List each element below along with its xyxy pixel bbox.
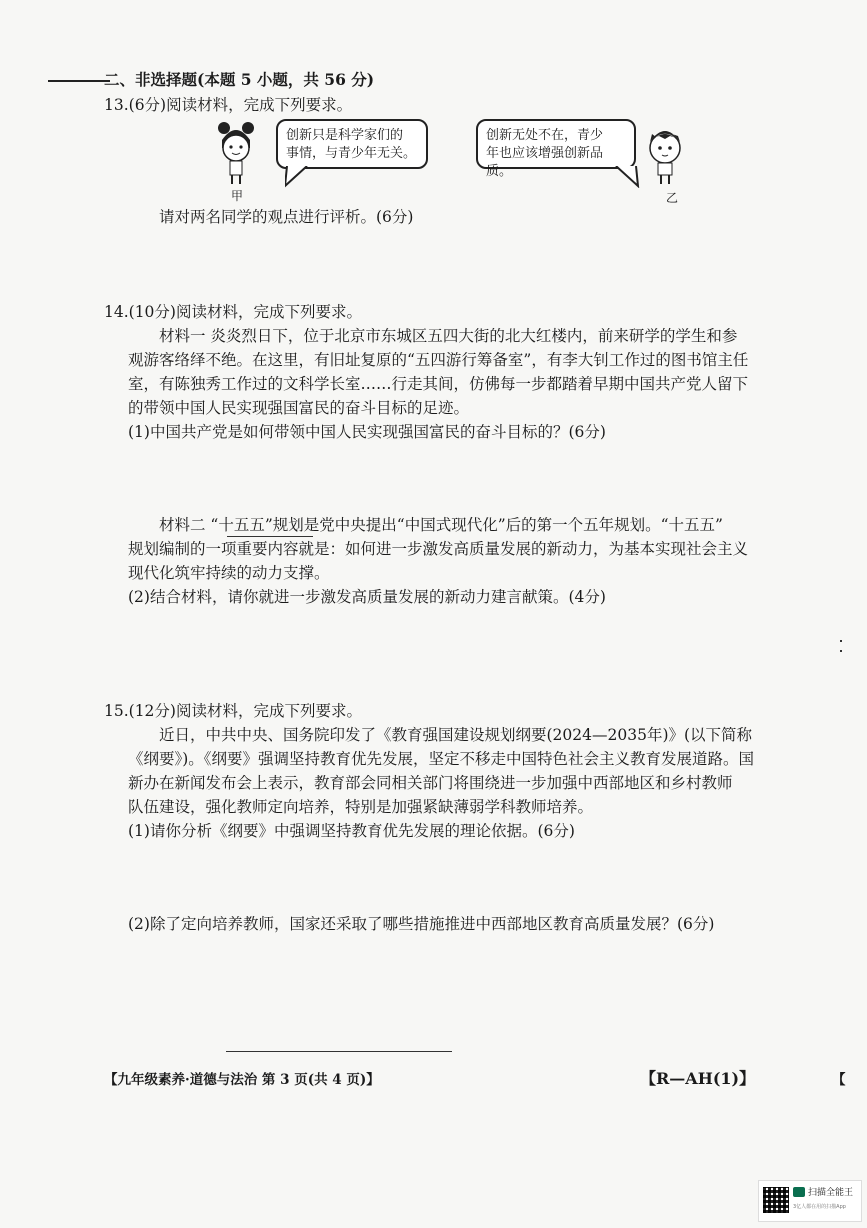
cs-logo-icon (793, 1187, 805, 1197)
scanner-watermark (758, 1180, 862, 1222)
section-title: 二、非选择题(本题 5 小题，共 56 分) (104, 70, 375, 89)
girl-label: 甲 (231, 189, 244, 203)
boy-bubble-line-1: 创新无处不在，青少 (486, 128, 604, 143)
q14-material1-line-3: 室，有陈独秀工作过的文科学长室……行走其间，仿佛每一步都踏着早期中国共产党人留下 (128, 375, 749, 393)
q13-stem: 13.(6分)阅读材料，完成下列要求。 (104, 96, 353, 114)
girl-bubble-line-2: 事情，与青少年无关。 (286, 146, 417, 161)
girl-bubble-tail (285, 166, 315, 188)
q14-stem: 14.(10分)阅读材料，完成下列要求。 (104, 303, 362, 321)
q14-material2-line-2: 规划编制的一项重要内容就是：如何进一步激发高质量发展的新动力，为基本实现社会主义 (128, 540, 749, 558)
q15-stem: 15.(12分)阅读材料，完成下列要求。 (104, 702, 362, 720)
boy-label: 乙 (666, 191, 679, 205)
girl-speech-bubble (276, 119, 428, 169)
watermark-sub: 3亿人都在用的扫描App (793, 1204, 846, 1210)
q13-question: 请对两名同学的观点进行评析。(6分) (159, 208, 414, 226)
margin-dot (840, 640, 842, 642)
q15-material-line-2: 《纲要》)。《纲要》强调坚持教育优先发展，坚定不移走中国特色社会主义教育发展道路。国 (128, 750, 755, 768)
girl-bubble-line-1: 创新只是科学家们的 (286, 128, 404, 143)
q14-material2-line-3: 现代化筑牢持续的动力支撑。 (128, 564, 330, 582)
underline-mark (227, 536, 313, 537)
margin-dot (840, 650, 842, 652)
q14-material2-line-1: 材料二 “十五五”规划是党中央提出“中国式现代化”后的第一个五年规划。“十五五” (159, 516, 723, 534)
q15-material-line-3: 新办在新闻发布会上表示，教育部会同相关部门将围绕进一步加强中西部地区和乡村教师 (128, 774, 733, 792)
footer-edge-mark: 【 (832, 1072, 846, 1088)
watermark-brand: 扫描全能王 (808, 1188, 854, 1198)
boy-bubble-line-2: 年也应该增强创新品质。 (486, 146, 604, 179)
q14-material1-line-2: 观游客络绎不绝。在这里，有旧址复原的“五四游行筹备室”，有李大钊工作过的图书馆主任 (128, 351, 749, 369)
footer-page-info: 【九年级素养·道德与法治 第 3 页(共 4 页)】 (104, 1072, 380, 1088)
header-rule (48, 80, 110, 82)
footer-rule (226, 1051, 452, 1052)
footer-code: 【R—AH(1)】 (640, 1069, 756, 1088)
q15-question-1: (1)请你分析《纲要》中强调坚持教育优先发展的理论依据。(6分) (128, 822, 575, 840)
q14-material1-line-1: 材料一 炎炎烈日下，位于北京市东城区五四大街的北大红楼内，前来研学的学生和参 (159, 327, 738, 345)
q15-material-line-1: 近日，中共中央、国务院印发了《教育强国建设规划纲要(2024—2035年)》(以下简称 (159, 726, 753, 744)
boy-bubble-tail (610, 166, 640, 188)
qr-code-icon (763, 1187, 789, 1213)
boy-figure (642, 120, 688, 190)
q15-question-2: (2)除了定向培养教师，国家还采取了哪些措施推进中西部地区教育高质量发展？(6分) (128, 915, 715, 933)
boy-speech-bubble (476, 119, 636, 179)
q14-material1-line-4: 的带领中国人民实现强国富民的奋斗目标的足迹。 (128, 399, 470, 417)
girl-figure (214, 118, 258, 190)
q14-question-2: (2)结合材料，请你就进一步激发高质量发展的新动力建言献策。(4分) (128, 588, 606, 606)
q14-question-1: (1)中国共产党是如何带领中国人民实现强国富民的奋斗目标的？(6分) (128, 423, 606, 441)
q15-material-line-4: 队伍建设，强化教师定向培养，特别是加强紧缺薄弱学科教师培养。 (128, 798, 594, 816)
